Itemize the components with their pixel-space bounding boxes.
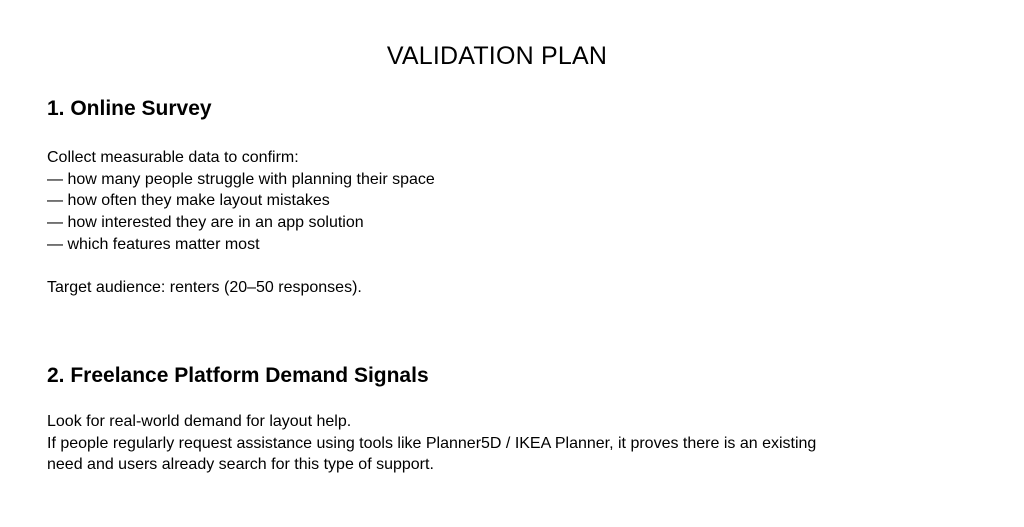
section-intro: Collect measurable data to confirm: <box>47 149 299 166</box>
section-online-survey <box>47 95 997 299</box>
list-item: — which features matter most <box>47 235 260 253</box>
list-item: — how often they make layout mistakes <box>47 192 330 210</box>
section-heading: 1. Online Survey <box>47 97 212 120</box>
list-item: — how interested they are in an app solution <box>47 214 364 232</box>
paragraph-line: need and users already search for this type of support. <box>47 456 434 474</box>
section-paragraph <box>47 411 997 476</box>
target-audience: Target audience: renters (20–50 responses). <box>47 279 362 297</box>
list-item: — how many people struggle with planning their space <box>47 170 435 188</box>
bullet-list <box>47 169 997 256</box>
paragraph-line: Look for real-world demand for layout help. <box>47 413 352 430</box>
section-heading: 2. Freelance Platform Demand Signals <box>47 364 429 387</box>
page-title: VALIDATION PLAN <box>386 42 608 70</box>
section-freelance-demand <box>47 362 997 476</box>
paragraph-line: If people regularly request assistance using tools like Planner5D / IKEA Planner, it proves there is an existing <box>47 434 817 452</box>
